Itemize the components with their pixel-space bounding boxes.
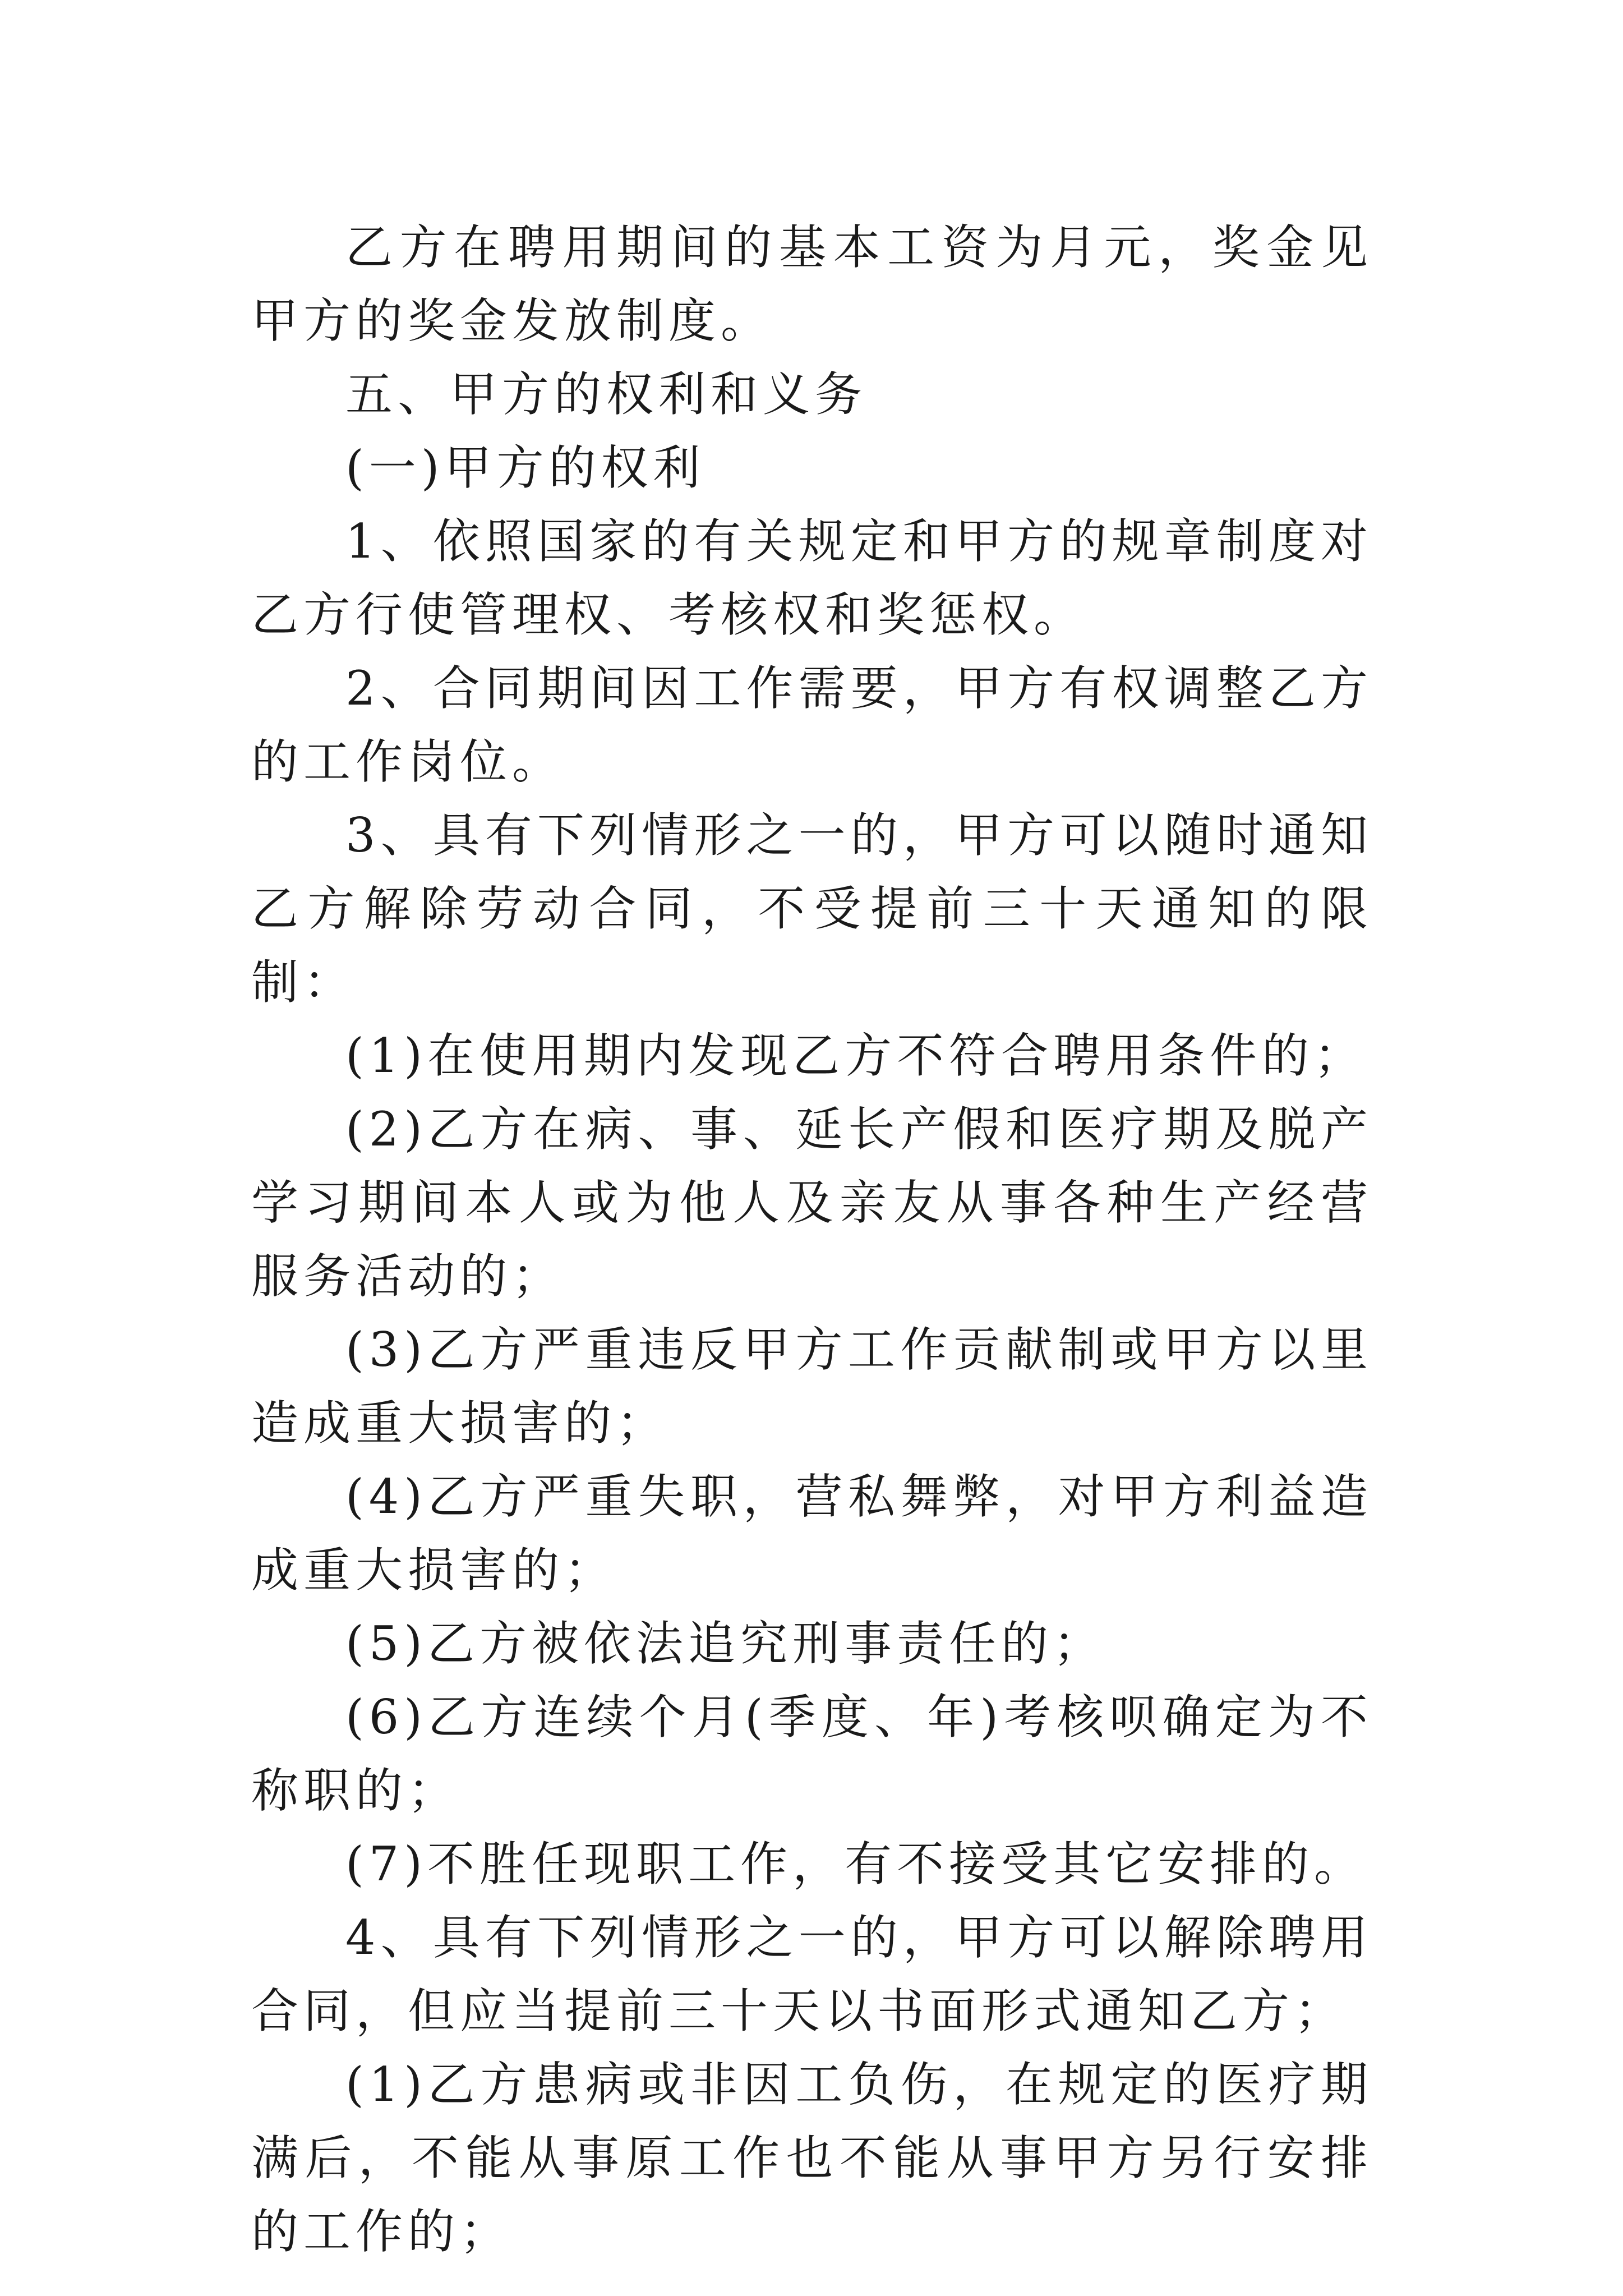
- list-item-3-4: (4)乙方严重失职，营私舞弊，对甲方利益造成重大损害的；: [251, 1469, 1373, 1598]
- paragraph-item-3: 3、具有下列情形之一的，甲方可以随时通知乙方解除劳动合同，不受提前三十天通知的限制：: [251, 808, 1373, 1010]
- list-item-3-2: (2)乙方在病、事、延长产假和医疗期及脱产学习期间本人或为他人及亲友从事各种生产经营服务活动的；: [251, 1102, 1373, 1304]
- paragraph-item-2: 2、合同期间因工作需要，甲方有权调整乙方的工作岗位。: [251, 661, 1373, 789]
- subsection-heading-party-a-rights: (一)甲方的权利: [345, 440, 706, 495]
- paragraph-item-1: 1、依照国家的有关规定和甲方的规章制度对乙方行使管理权、考核权和奖惩权。: [251, 514, 1373, 642]
- list-item-3-5: (5)乙方被依法追究刑事责任的；: [345, 1616, 1105, 1671]
- list-item-3-6: (6)乙方连续个月(季度、年)考核呗确定为不称职的；: [251, 1690, 1373, 1818]
- document-body: [251, 211, 1373, 2269]
- paragraph-item-4: 4、具有下列情形之一的，甲方可以解除聘用合同，但应当提前三十天以书面形式通知乙方；: [251, 1910, 1373, 2039]
- section-heading-party-a-rights-duties: 五、甲方的权利和义务: [345, 367, 868, 422]
- list-item-3-7: (7)不胜任现职工作，有不接受其它安排的。: [345, 1837, 1366, 1892]
- list-item-4-1: (1)乙方患病或非因工负伤，在规定的医疗期满后，不能从事原工作也不能从事甲方另行安排的工作的；: [251, 2057, 1373, 2259]
- list-item-3-3: (3)乙方严重违反甲方工作贡献制或甲方以里造成重大损害的；: [251, 1322, 1373, 1451]
- list-item-3-1: (1)在使用期内发现乙方不符合聘用条件的；: [345, 1028, 1366, 1083]
- paragraph-salary: 乙方在聘用期间的基本工资为月元，奖金见甲方的奖金发放制度。: [251, 220, 1373, 348]
